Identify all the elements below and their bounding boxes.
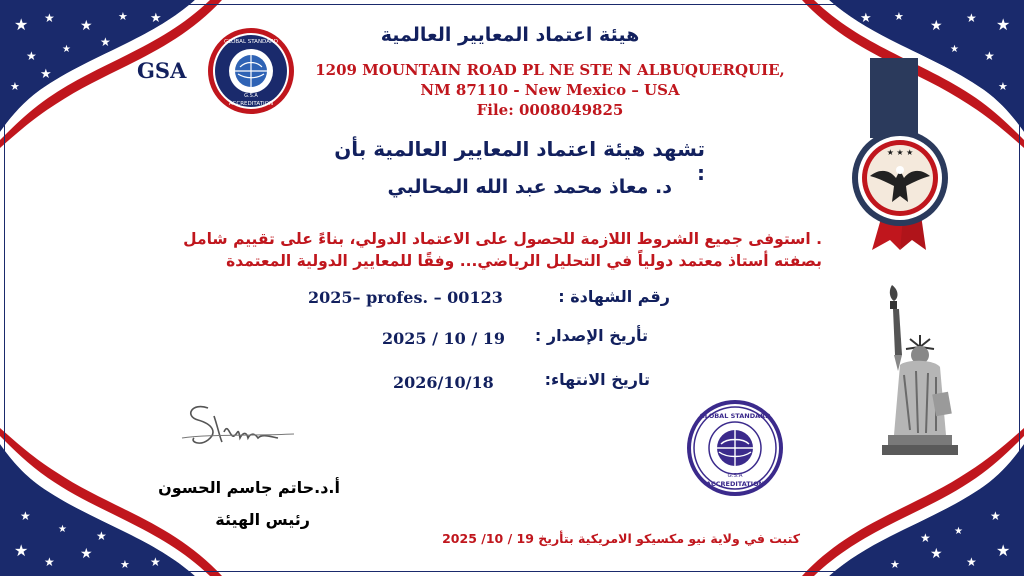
body-line-2: بصفته أستاذ معتمد دولياً في التحليل الرياضي... وفقًا للمعايير الدولية المعتمدة — [226, 252, 822, 270]
body-line-1: . استوفى جميع الشروط اللازمة للحصول على الاعتماد الدولي، بناءً على تقييم شامل — [183, 230, 822, 248]
expiry-date-value: 2026/10/18 — [393, 373, 494, 392]
signature-icon — [178, 398, 298, 453]
svg-text:★: ★ — [96, 529, 107, 543]
svg-text:★: ★ — [150, 555, 161, 569]
certificate-body — [108, 228, 822, 272]
file-number: File: 0008049825 — [476, 101, 624, 119]
certifies-line: تشهد هيئة اعتماد المعايير العالمية بأن : — [334, 137, 705, 185]
address-line-2: NM 87110 - New Mexico – USA — [420, 81, 680, 99]
svg-text:★: ★ — [920, 531, 931, 545]
gsa-label: GSA — [137, 58, 187, 83]
svg-text:★: ★ — [966, 11, 977, 25]
footer-text: كتبت في ولاية نيو مكسيكو الامريكية بتأريخ 19 / 10/ 2025 — [442, 531, 800, 546]
cert-number-value: 2025– profes. – 00123 — [308, 288, 503, 307]
address-line-1: 1209 MOUNTAIN ROAD PL NE STE N ALBUQUERQUIE, — [315, 61, 785, 79]
seal-icon — [206, 26, 296, 116]
svg-text:★: ★ — [930, 546, 943, 562]
svg-text:★: ★ — [80, 18, 93, 34]
svg-text:★: ★ — [996, 15, 1011, 34]
statue-of-liberty-icon — [880, 285, 960, 455]
svg-text:★: ★ — [860, 11, 872, 26]
expiry-date-label: تاريخ الانتهاء: — [544, 370, 650, 389]
svg-text:★: ★ — [998, 80, 1008, 93]
svg-text:★: ★ — [966, 555, 977, 569]
svg-text:★: ★ — [62, 44, 71, 55]
svg-text:★: ★ — [10, 80, 20, 93]
issue-date-label: تأريخ الإصدار : — [534, 326, 648, 345]
svg-text:G.S.A: G.S.A — [727, 473, 743, 479]
svg-text:★: ★ — [100, 35, 111, 49]
svg-text:★: ★ — [950, 44, 959, 55]
svg-text:★: ★ — [80, 546, 93, 562]
seal-icon — [685, 398, 785, 498]
svg-text:★: ★ — [26, 49, 37, 63]
svg-text:★: ★ — [40, 67, 52, 82]
svg-text:★: ★ — [44, 555, 55, 569]
svg-text:★: ★ — [120, 558, 130, 571]
svg-text:ACCREDITATION: ACCREDITATION — [228, 101, 274, 107]
svg-text:GLOBAL STANDARD: GLOBAL STANDARD — [223, 39, 279, 45]
svg-text:★: ★ — [996, 541, 1011, 560]
svg-text:★: ★ — [930, 18, 943, 34]
issue-date-value: 2025 / 10 / 19 — [382, 329, 506, 348]
recipient-name: د. معاذ محمد عبد الله المحالبي — [387, 176, 672, 198]
svg-text:★: ★ — [150, 11, 162, 26]
svg-text:★: ★ — [984, 49, 995, 63]
svg-text:★: ★ — [20, 509, 31, 523]
svg-text:★: ★ — [890, 558, 900, 571]
organization-title: هيئة اعتماد المعايير العالمية — [380, 24, 640, 46]
address-block — [300, 60, 800, 120]
eagle-badge-icon — [850, 58, 955, 253]
svg-text:★: ★ — [990, 509, 1001, 523]
svg-text:★: ★ — [14, 541, 29, 560]
svg-text:★: ★ — [118, 10, 128, 23]
svg-text:★: ★ — [954, 526, 963, 537]
svg-text:★ ★ ★: ★ ★ ★ — [886, 148, 914, 157]
cert-number-label: رقم الشهادة : — [558, 287, 670, 306]
svg-text:★: ★ — [44, 11, 55, 25]
svg-text:G.S.A: G.S.A — [244, 93, 258, 99]
svg-text:★: ★ — [58, 524, 67, 535]
signatory-title: رئيس الهيئة — [215, 510, 310, 529]
signatory-name: أ.د.حاتم جاسم الحسون — [158, 478, 340, 497]
svg-text:★: ★ — [14, 15, 29, 34]
svg-text:ACCREDITATION: ACCREDITATION — [705, 480, 765, 488]
svg-text:★: ★ — [894, 10, 904, 23]
svg-text:GLOBAL STANDARD: GLOBAL STANDARD — [699, 412, 771, 420]
